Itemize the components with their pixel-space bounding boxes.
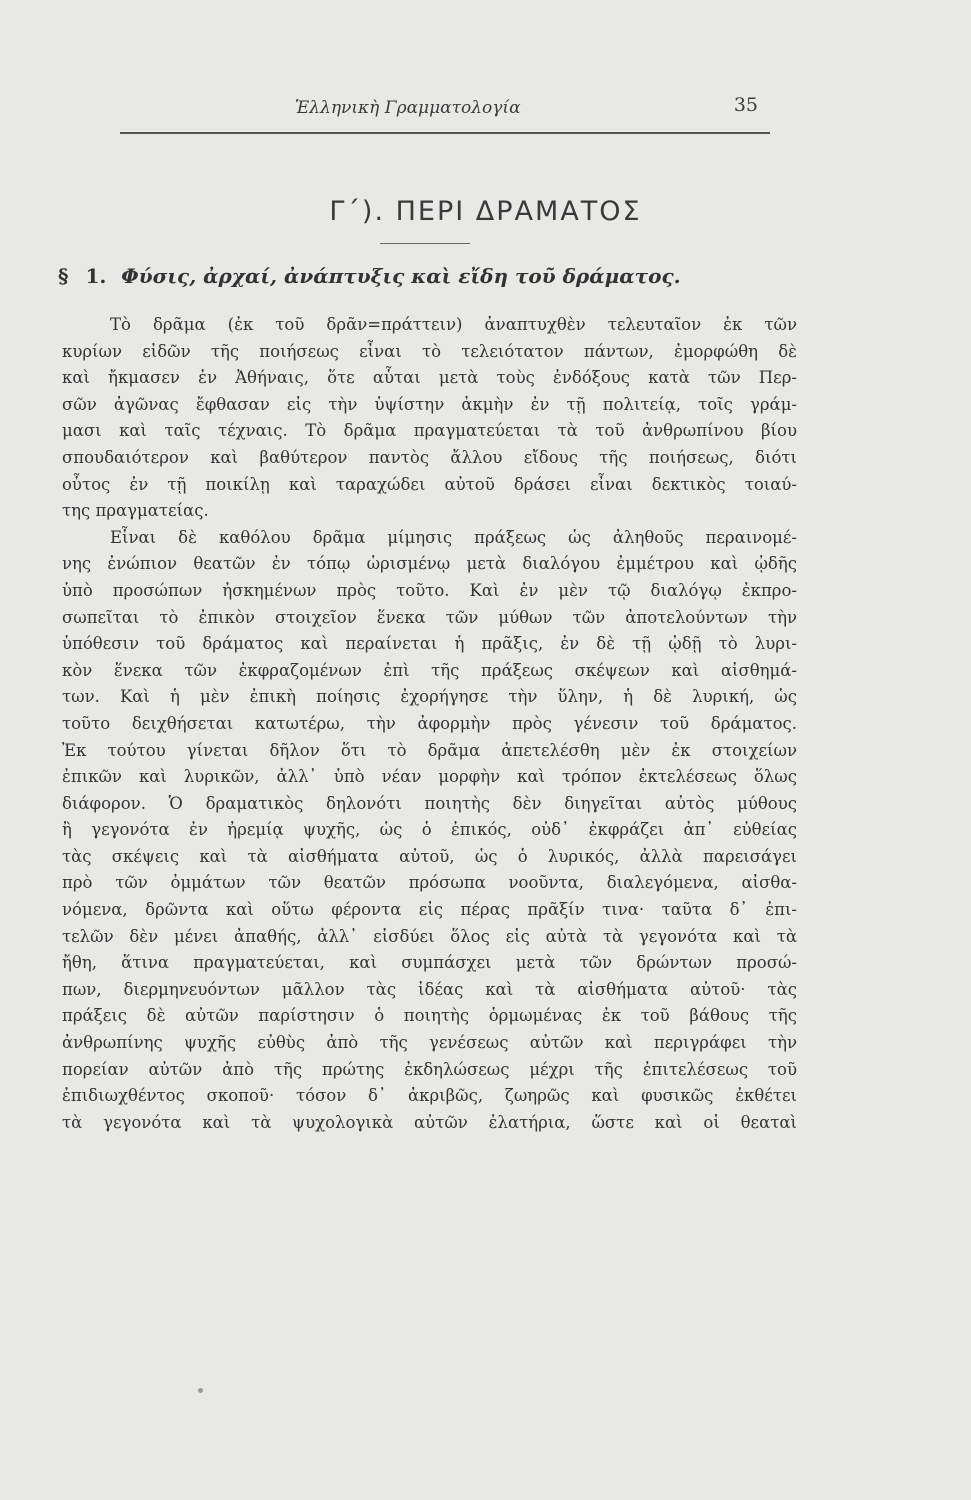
paragraph-line: σῶν ἀγῶνας ἔφθασαν εἰς τὴν ὑψίστην ἀκμὴν ἐν τῇ πολιτείᾳ, τοῖς γράμ- [62,394,797,414]
section-title: Φύσις, ἀρχαί, ἀνάπτυξις καὶ εἴδη τοῦ δράματος. [121,264,681,288]
section-number: 1. [85,264,107,288]
paragraph-line: διάφορον. Ὁ δραματικὸς δηλονότι ποιητὴς δὲν διηγεῖται αὐτὸς μύθους [62,793,797,813]
page-number: 35 [733,94,758,116]
running-title: Ἑλληνικὴ Γραμματολογία [295,98,521,118]
paragraph-line: οὗτος ἐν τῇ ποικίλῃ καὶ ταραχώδει αὐτοῦ δράσει εἶναι δεκτικὸς τοιαύ- [62,474,797,494]
paragraph-line: τὰς σκέψεις καὶ τὰ αἰσθήματα αὐτοῦ, ὡς ὁ λυρικός, ἀλλὰ παρεισάγει [62,846,797,866]
paragraph-line: ὑπὸ προσώπων ἠσκημένων πρὸς τοῦτο. Καὶ ἐν μὲν τῷ διαλόγῳ ἐκπρο- [62,580,797,600]
paragraph-line: καὶ ἤκμασεν ἐν Ἀθήναις, ὅτε αὗται μετὰ τοὺς ἐνδόξους κατὰ τῶν Περ- [62,368,797,388]
paragraph-line: νης ἐνώπιον θεατῶν ἐν τόπῳ ὡρισμένῳ μετὰ διαλόγου ἐμμέτρου καὶ ᾠδῆς [62,554,797,574]
paragraph-line: Τὸ δρᾶμα (ἐκ τοῦ δρᾶν=πράττειν) ἀναπτυχθὲν τελευταῖον ἐκ τῶν [110,315,797,334]
paragraph-line: σωπεῖται τὸ ἐπικὸν στοιχεῖον ἕνεκα τῶν μύθων τῶν ἀποτελούντων τὴν [62,607,797,627]
paragraph-line: ἀνθρωπίνης ψυχῆς εὐθὺς ἀπὸ τῆς γενέσεως αὐτῶν καὶ περιγράφει τὴν [62,1033,797,1053]
paragraph-line: κυρίων εἰδῶν τῆς ποιήσεως εἶναι τὸ τελειότατον πάντων, ἐμορφώθη δὲ [62,341,797,361]
paragraph-line: μασι καὶ ταῖς τέχναις. Τὸ δρᾶμα πραγματεύεται τὰ τοῦ ἀνθρωπίνου βίου [62,421,797,441]
paragraph-line: Ἐκ τούτου γίνεται δῆλον ὅτι τὸ δρᾶμα ἀπετελέσθη μὲν ἐκ στοιχείων [62,740,797,760]
header-rule [120,132,770,134]
section-heading [58,264,778,288]
paragraph-line: πων, διερμηνευόντων μᾶλλον τὰς ἰδέας καὶ τὰ αἰσθήματα αὐτοῦ· τὰς [62,979,797,999]
paragraph-line: ὑπόθεσιν τοῦ δράματος καὶ περαίνεται ἡ πρᾶξις, ἐν δὲ τῇ ᾠδῇ τὸ λυρι- [62,634,797,654]
paragraph-line: των. Καὶ ἡ μὲν ἐπικὴ ποίησις ἐχορήγησε τὴν ὕλην, ἡ δὲ λυρική, ὡς [62,687,797,707]
body-text [62,312,797,1136]
section-symbol: § [58,264,69,288]
paragraph-line: ἤθη, ἅτινα πραγματεύεται, καὶ συμπάσχει μετὰ τῶν δρώντων προσώ- [62,953,797,973]
chapter-rule [380,243,470,244]
running-header [120,92,770,132]
paragraph-line: πράξεις δὲ αὐτῶν παρίστησιν ὁ ποιητὴς ὁρμωμένας ἐκ τοῦ βάθους τῆς [62,1006,797,1026]
paragraph-line: σπουδαιότερον καὶ βαθύτερον παντὸς ἄλλου εἴδους τῆς ποιήσεως, διότι [62,447,797,467]
paragraph-line: της πραγματείας. [62,501,209,521]
paragraph-line: Εἶναι δὲ καθόλου δρᾶμα μίμησις πράξεως ὡς ἀληθοῦς περαινομέ- [110,527,797,547]
paragraph-line: ἢ γεγονότα ἐν ἠρεμίᾳ ψυχῆς, ὡς ὁ ἐπικός, οὐδ᾽ ἐκφράζει ἀπ᾽ εὐθείας [62,820,797,840]
paragraph-line: κὸν ἕνεκα τῶν ἐκφραζομένων ἐπὶ τῆς πράξεως σκέψεων καὶ αἰσθημά- [62,660,797,680]
paragraph-line: πορείαν αὐτῶν ἀπὸ τῆς πρώτης ἐκδηλώσεως μέχρι τῆς ἐπιτελέσεως τοῦ [62,1059,797,1079]
paragraph-line: τοῦτο δειχθήσεται κατωτέρω, τὴν ἀφορμὴν πρὸς γένεσιν τοῦ δράματος. [62,713,797,733]
paragraph-line: πρὸ τῶν ὀμμάτων τῶν θεατῶν πρόσωπα νοοῦντα, διαλεγόμενα, αἰσθα- [62,873,797,893]
paragraph-line: τὰ γεγονότα καὶ τὰ ψυχολογικὰ αὐτῶν ἐλατήρια, ὥστε καὶ οἱ θεαταὶ [62,1112,797,1132]
paragraph-line: τελῶν δὲν μένει ἀπαθής, ἀλλ᾽ εἰσδύει ὅλος εἰς αὐτὰ τὰ γεγονότα καὶ τὰ [62,926,797,946]
chapter-title: Γ΄). ΠΕΡΙ ΔΡΑΜΑΤΟΣ [329,196,642,227]
paragraph-line: ἐπιδιωχθέντος σκοποῦ· τόσον δ᾽ ἀκριβῶς, ζωηρῶς καὶ φυσικῶς ἐκθέτει [62,1086,797,1106]
print-speck [198,1388,203,1393]
paragraph-line: νόμενα, δρῶντα καὶ οὕτω φέροντα εἰς πέρας πρᾶξίν τινα· ταῦτα δ᾽ ἐπι- [62,900,797,920]
paragraph-line: ἐπικῶν καὶ λυρικῶν, ἀλλ᾽ ὑπὸ νέαν μορφὴν καὶ τρόπον ἐκτελέσεως ὅλως [62,767,797,787]
